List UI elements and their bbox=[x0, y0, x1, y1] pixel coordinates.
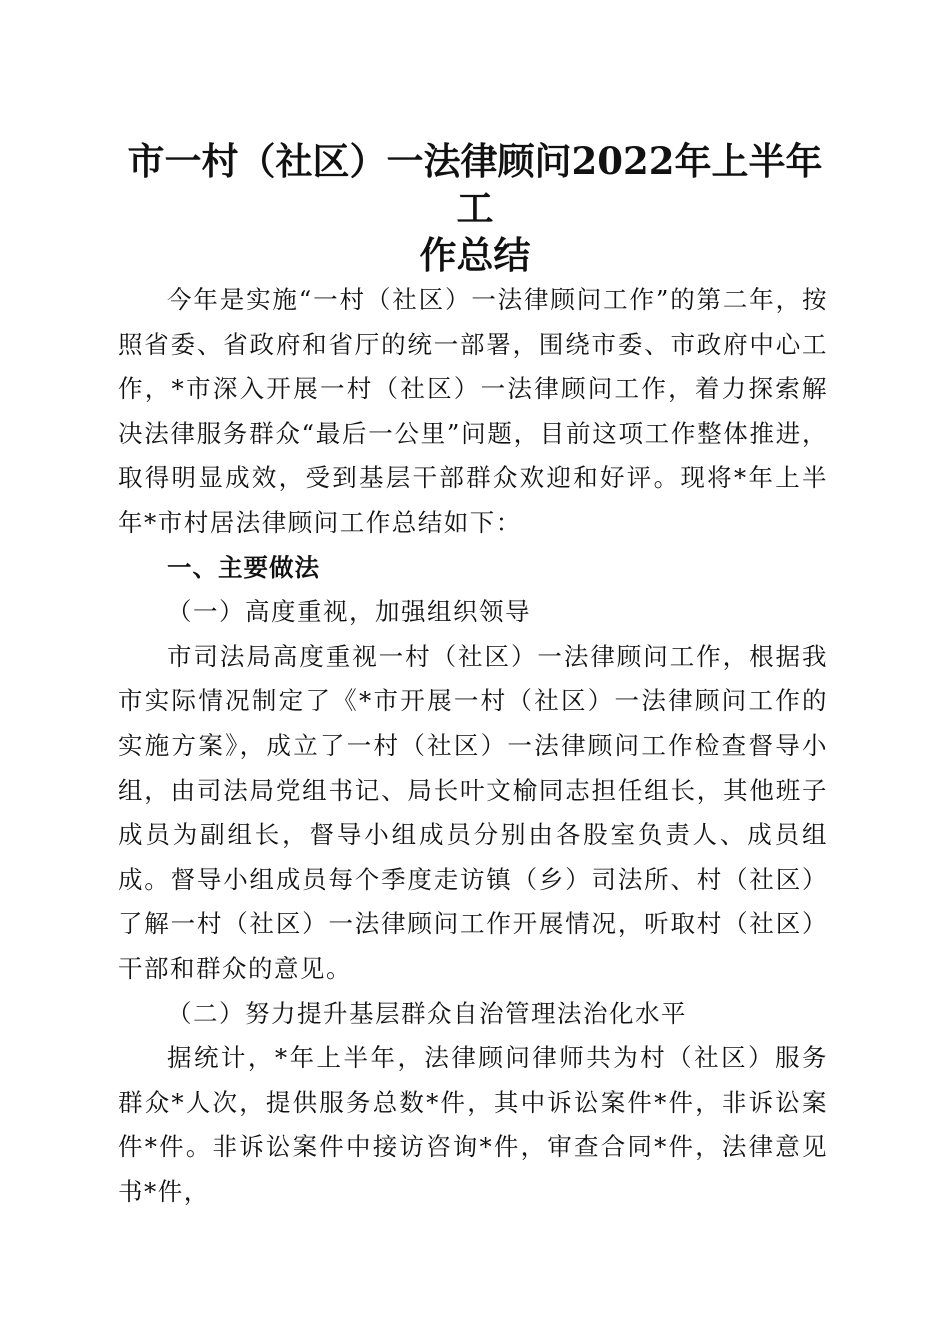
title-line-2: 作总结 bbox=[419, 233, 531, 277]
subsection-2-paragraph: 据统计，*年上半年，法律顾问律师共为村（社区）服务群众*人次，提供服务总数*件，其中诉讼案件*件，非诉讼案件*件。非诉讼案件中接访咨询*件，审查合同*件，法律意见书*件， bbox=[118, 1043, 828, 1206]
subsection-1-paragraph: 市司法局高度重视一村（社区）一法律顾问工作，根据我市实际情况制定了《*市开展一村（社区）一法律顾问工作的实施方案》，成立了一村（社区）一法律顾问工作检查督导小组，由司法局党组书记、局长叶文榆同志担任组长，其他班子成员为副组长，督导小组成员分别由各股室负责人、成员组成。督导小组成员每个季度走访镇（乡）司法所、村（社区）了解一村（社区）一法律顾问工作开展情况，听取村（社区）干部和群众的意见。 bbox=[118, 641, 828, 983]
subsection-heading-1: （一）高度重视，加强组织领导 bbox=[167, 597, 531, 627]
subsection-heading-2: （二）努力提升基层群众自治管理法治化水平 bbox=[167, 998, 687, 1028]
section-heading-main-practices: 一、主要做法 bbox=[167, 552, 320, 582]
intro-paragraph: 今年是实施“一村（社区）一法律顾问工作”的第二年，按照省委、省政府和省厅的统一部署，围绕市委、市政府中心工作，*市深入开展一村（社区）一法律顾问工作，着力探索解决法律服务群众“最后一公里”问题，目前这项工作整体推进，取得明显成效，受到基层干部群众欢迎和好评。现将*年上半年*市村居法律顾问工作总结如下： bbox=[118, 285, 828, 537]
document-body bbox=[118, 278, 828, 1214]
document-title bbox=[110, 138, 840, 279]
title-line-1: 市一村（社区）一法律顾问2022年上半年工 bbox=[127, 139, 823, 230]
